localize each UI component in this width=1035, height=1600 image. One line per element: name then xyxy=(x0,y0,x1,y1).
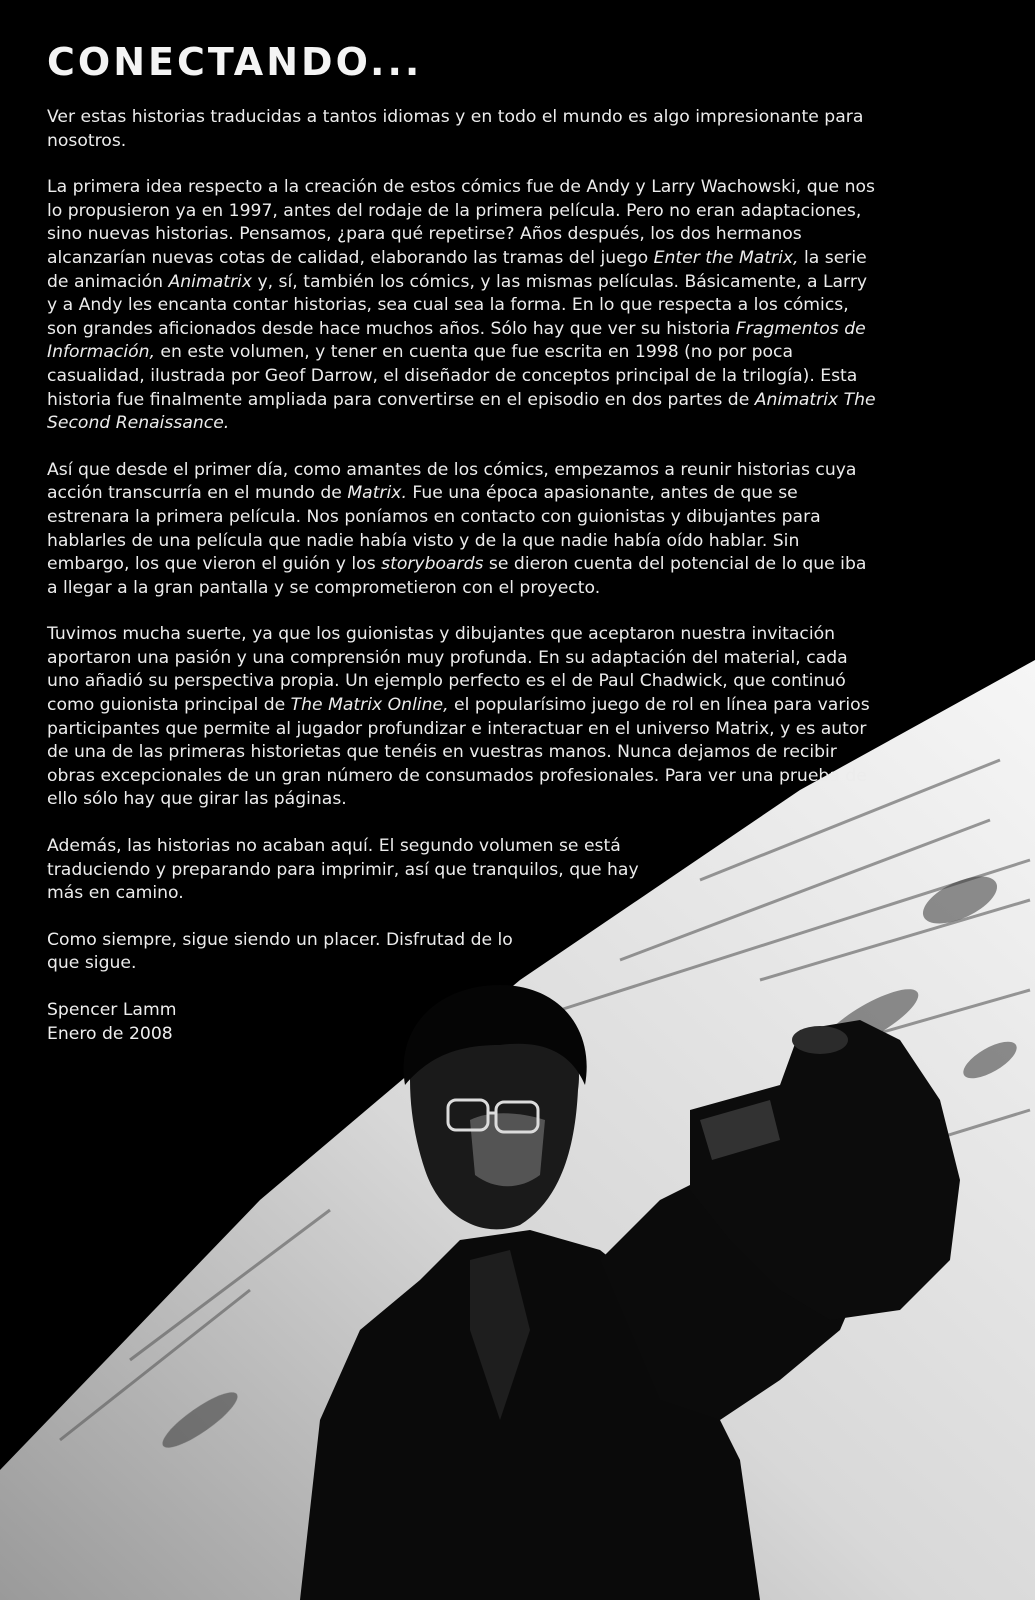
paragraph-3: Así que desde el primer día, como amantes de los cómics, empezamos a reunir historias cuya acción transcurría en el mundo de Matrix. Fue una época apasionante, antes de que se estrenara la primera película. Nos poníamos en contacto con guionistas y dibujantes para hablarles de una película que nadie había visto y de la que nadie había oído hablar. Sin embargo, los que vieron el guión y los storyboards se dieron cuenta del potencial de lo que iba a llegar a la gran pantalla y se comprometieron con el proyecto. xyxy=(47,459,867,598)
paragraph-6: Como siempre, sigue siendo un placer. Disfrutad de lo que sigue. xyxy=(47,929,513,974)
page-title: CONECTANDO... xyxy=(47,40,423,84)
paragraph-1: Ver estas historias traducidas a tantos idiomas y en todo el mundo es algo impresionante para nosotros. xyxy=(47,107,864,151)
paragraph-2: La primera idea respecto a la creación de estos cómics fue de Andy y Larry Wachowski, que nos lo propusieron ya en 1997, antes del rodaje de la primera película. Pero no eran adaptaciones, sino nuevas historias. Pensamos, ¿para qué repetirse? Años después, los dos hermanos alcanzarían nuevas cotas de calidad, elaborando las tramas del juego Enter the Matrix, la serie de animación Animatrix y, sí, también los cómics, y las mismas películas. Básicamente, a Larry y a Andy les encanta contar historias, sea cual sea la forma. En lo que respecta a los cómics, son grandes aficionados desde hace muchos años. Sólo hay que ver su historia Fragmentos de Información, en este volumen, y tener en cuenta que fue escrita en 1998 (no por poca casualidad, ilustrada por Geof Darrow, el diseñador de conceptos principal de la trilogía). Esta historia fue finalmente ampliada para convertirse en el episodio en dos partes de Animatrix The Second Renaissance. xyxy=(47,177,876,434)
paragraph-5: Además, las historias no acaban aquí. El segundo volumen se está traduciendo y preparando para imprimir, así que tranquilos, que hay más en camino. xyxy=(47,836,639,904)
signature-date: Enero de 2008 xyxy=(47,1023,173,1044)
paragraph-4: Tuvimos mucha suerte, ya que los guionistas y dibujantes que aceptaron nuestra invitación aportaron una pasión y una comprensión muy profunda. En su adaptación del material, cada uno añadió su perspectiva propia. Un ejemplo perfecto es el de Paul Chadwick, que continuó como guionista principal de The Matrix Online, el popularísimo juego de rol en línea para varios participantes que permite al jugador profundizar e interactuar en el universo Matrix, y es autor de una de las primeras historietas que tenéis en vuestras manos. Nunca dejamos de recibir obras excepcionales de un gran número de consumados profesionales. Para ver una prueba de ello sólo hay que girar las páginas. xyxy=(47,624,870,810)
text-column xyxy=(47,40,877,1046)
signature-name: Spencer Lamm xyxy=(47,1000,177,1020)
